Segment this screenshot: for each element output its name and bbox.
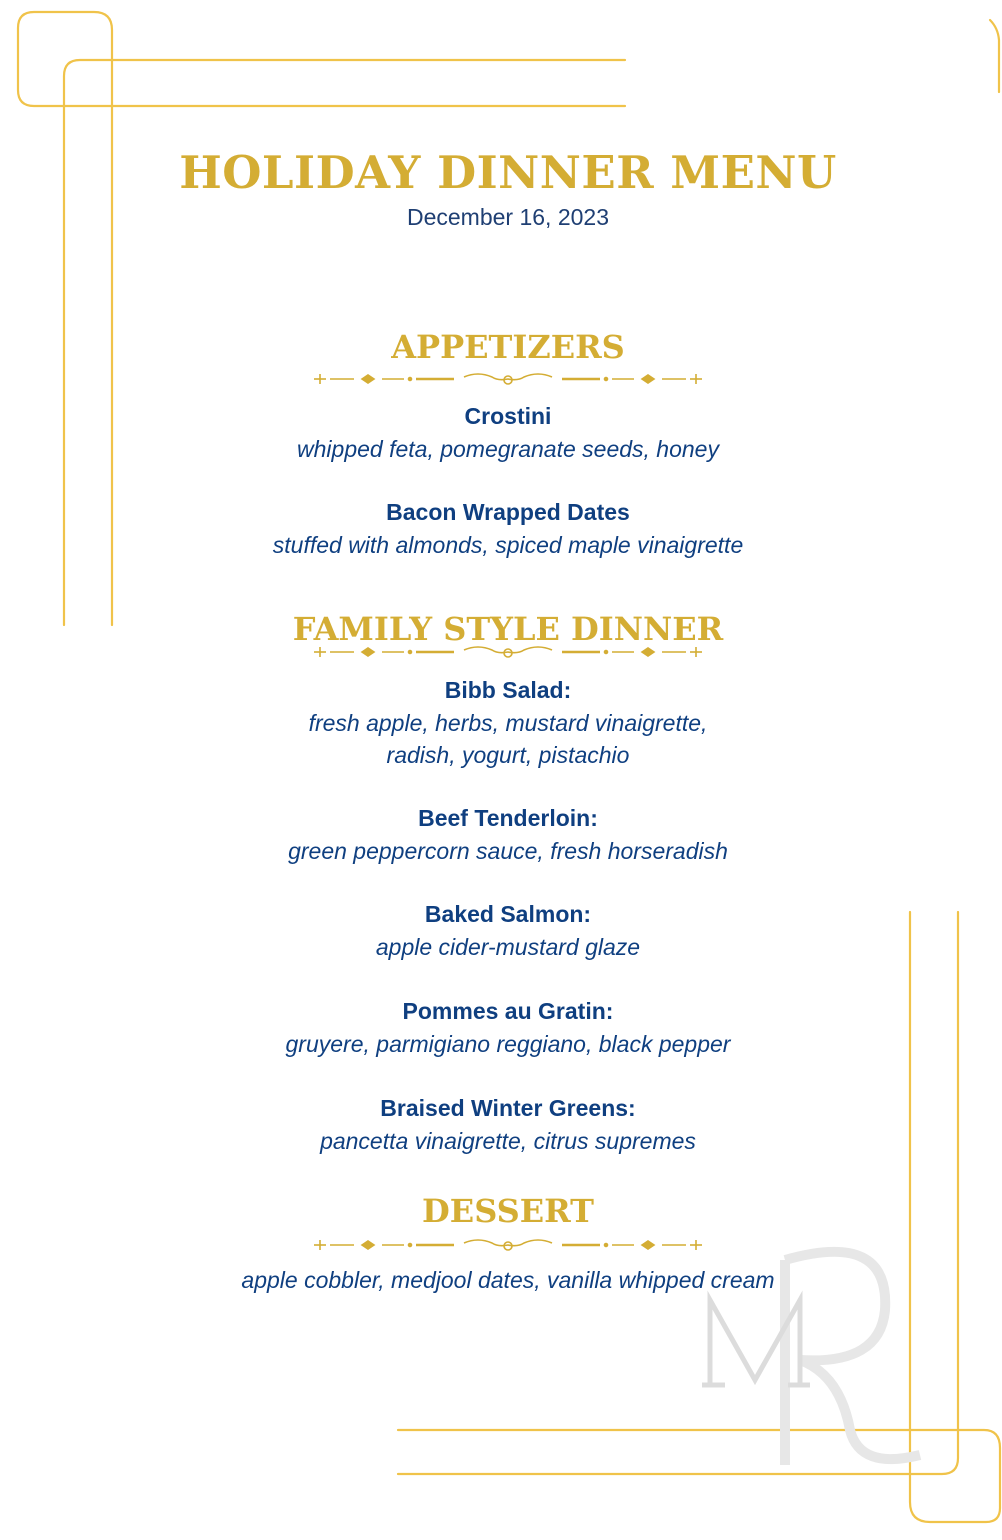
menu-item bbox=[0, 1092, 1002, 1157]
menu-date: December 16, 2023 bbox=[406, 204, 609, 230]
item-name: Crostini bbox=[464, 403, 552, 429]
section-title-appetizers: APPETIZERS bbox=[391, 328, 625, 366]
menu-item bbox=[0, 496, 1002, 561]
item-description: apple cobbler, medjool dates, vanilla whipped cream bbox=[241, 1267, 775, 1293]
item-description: whipped feta, pomegranate seeds, honey bbox=[297, 436, 719, 462]
item-description-line2: radish, yogurt, pistachio bbox=[386, 742, 630, 768]
item-name: Baked Salmon: bbox=[424, 901, 592, 927]
section-title-family-style: FAMILY STYLE DINNER bbox=[292, 610, 724, 648]
item-name: Braised Winter Greens: bbox=[380, 1095, 636, 1121]
item-name: Pommes au Gratin: bbox=[402, 998, 614, 1024]
menu-item bbox=[0, 995, 1002, 1060]
item-description: stuffed with almonds, spiced maple vinaigrette bbox=[272, 532, 744, 558]
section-title-dessert: DESSERT bbox=[422, 1192, 594, 1230]
dessert-item bbox=[0, 1264, 1002, 1296]
flourish-divider-icon bbox=[312, 644, 704, 660]
item-description: pancetta vinaigrette, citrus supremes bbox=[320, 1128, 696, 1154]
item-description: fresh apple, herbs, mustard vinaigrette, bbox=[308, 710, 708, 736]
menu-item bbox=[0, 674, 1002, 771]
item-name: Bacon Wrapped Dates bbox=[386, 499, 630, 525]
item-name: Bibb Salad: bbox=[444, 677, 572, 703]
menu-title: HOLIDAY DINNER MENU bbox=[179, 146, 837, 199]
menu-item bbox=[0, 898, 1002, 963]
item-description: green peppercorn sauce, fresh horseradish bbox=[288, 838, 728, 864]
item-description: apple cider-mustard glaze bbox=[375, 934, 641, 960]
item-name: Beef Tenderloin: bbox=[418, 805, 598, 831]
flourish-divider-icon bbox=[312, 371, 704, 387]
menu-item bbox=[0, 400, 1002, 465]
flourish-divider-icon bbox=[312, 1237, 704, 1253]
menu-item bbox=[0, 802, 1002, 867]
item-description: gruyere, parmigiano reggiano, black pepper bbox=[285, 1031, 731, 1057]
